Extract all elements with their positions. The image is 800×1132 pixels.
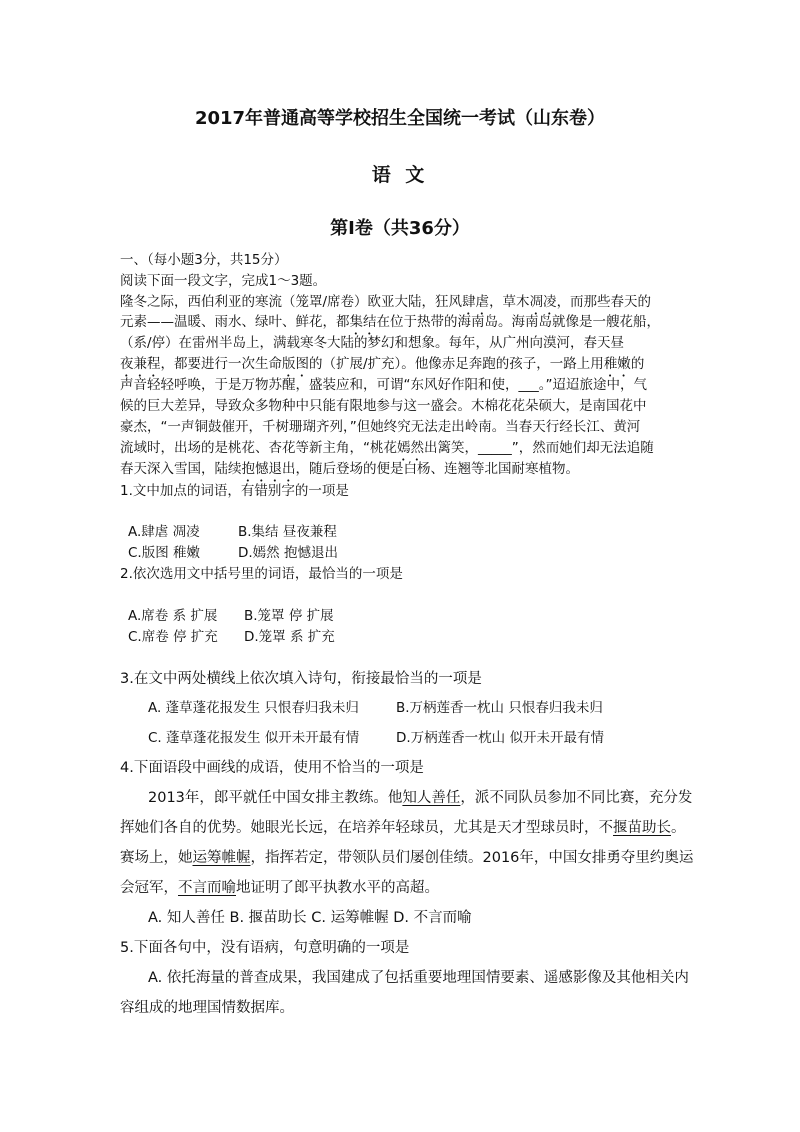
q3-option-b: B.万柄莲香一枕山 只恨春归我未归 <box>396 700 603 716</box>
q3-option-a: A. 蓬草蓬花报发生 只恨春归我未归 <box>148 700 359 716</box>
q2-option-b: B.笼罩 停 扩展 <box>244 608 334 624</box>
dotted-word: 夜兼程 <box>120 356 161 372</box>
part-title: 第Ⅰ卷（共36分） <box>330 218 470 239</box>
subject-title: 语 文 <box>371 164 429 186</box>
question-1-stem: 1.文中加点的词语，有错别字的一项是 <box>120 483 349 499</box>
question-5-stem: 5.下面各句中，没有语病，句意明确的一项是 <box>120 940 410 956</box>
question-2-stem: 2.依次选用文中括号里的词语，最恰当的一项是 <box>120 566 403 582</box>
q2-option-a: A.席卷 系 扩展 <box>128 608 218 624</box>
q1-option-d: D.嫣然 抱憾退出 <box>238 545 338 561</box>
q5-option-a-line-2: 容组成的地理国情数据库。 <box>120 1000 294 1016</box>
q4-passage-line-3: 赛场上，她运筹帷幄，指挥若定，带领队员们屡创佳绩。2016年，中国女排勇夺里约奥运 <box>120 850 694 866</box>
passage-line-1: 隆冬之际，西伯利亚的寒流（笼罩/席卷）欧亚大陆，狂风肆虐，草木凋凌，而那些春天的 <box>120 294 652 310</box>
dotted-word: 凋凌 <box>529 294 557 310</box>
underlined-idiom: 揠苗助长 <box>613 820 671 836</box>
q4-passage-line-4: 会冠军，不言而喻地证明了郎平执教水平的高超。 <box>120 880 439 896</box>
underlined-idiom: 知人善任 <box>402 790 461 806</box>
passage-line-6: 候的巨大差异，导致众多物种中只能有限地参与这一盛会。木棉花花朵硕大，是南国花中 <box>120 398 647 414</box>
passage-line-5: 声音轻轻呼唤，于是万物苏醒，盛装应和，可谓“东风好作阳和使，___。”迢迢旅途中，气 <box>120 377 647 393</box>
underlined-idiom: 不言而喻 <box>178 880 236 896</box>
q3-option-d: D.万柄莲香一枕山 似开未开最有情 <box>396 730 604 746</box>
dotted-word: 集结 <box>349 314 377 330</box>
section-instruction: 阅读下面一段文字，完成1～3题。 <box>120 273 327 289</box>
q2-option-c: C.席卷 停 扩充 <box>128 629 218 645</box>
question-3-stem: 3.在文中两处横线上依次填入诗句，衔接最恰当的一项是 <box>120 671 482 687</box>
passage-line-3: （系/停）在雷州半岛上，满载寒冬大陆的梦幻和想象。每年，从广州向漠河，春天昼 <box>120 335 625 351</box>
q1-option-b: B.集结 昼夜兼程 <box>238 524 337 540</box>
passage-line-9: 春天深入雪国，陆续抱憾退出，随后登场的便是白杨、连翘等北国耐寒植物。 <box>120 461 579 477</box>
section-heading: 一、（每小题3分，共15分） <box>120 252 288 268</box>
q5-option-a-line-1: A. 依托海量的普查成果，我国建成了包括重要地理国情要素、遥感影像及其他相关内 <box>148 970 689 986</box>
underlined-idiom: 运筹帷幄 <box>192 850 251 866</box>
q4-passage-line-1: 2013年，郎平就任中国女排主教练。他知人善任，派不同队员参加不同比赛，充分发 <box>148 790 693 806</box>
q2-option-d: D.笼罩 系 扩充 <box>244 629 335 645</box>
exam-title: 2017年普通高等学校招生全国统一考试（山东卷） <box>194 108 606 129</box>
dotted-word: 版图 <box>282 356 309 372</box>
passage-line-4: 夜兼程，都要进行一次生命版图的（扩展/扩充）。他像赤足奔跑的孩子，一路上用稚嫩的 <box>120 356 645 372</box>
dotted-word: 肆虐 <box>462 294 490 310</box>
q1-option-a: A.肆虐 凋凌 <box>128 524 200 540</box>
dotted-word: 抱憾退出 <box>241 461 296 477</box>
passage-line-2: 元素——温暖、雨水、绿叶、鲜花，都集结在位于热带的海南岛。海南岛就像是一艘花船， <box>120 314 660 330</box>
q3-option-c: C. 蓬草蓬花报发生 似开未开最有情 <box>148 730 360 746</box>
q4-passage-line-2: 挥她们各自的优势。她眼光长远，在培养年轻球员，尤其是天才型球员时，不揠苗助长。 <box>120 820 686 836</box>
question-4-stem: 4.下面语段中画线的成语，使用不恰当的一项是 <box>120 760 424 776</box>
passage-line-8: 流域时，出场的是桃花、杏花等新主角，“桃花嫣然出篱笑，_____”，然而她们却无法追随 <box>120 440 654 456</box>
passage-line-7: 豪杰，“一声铜鼓催开，千树珊瑚齐列，”但她终究无法走出岭南。当春天行经长江、黄河 <box>120 419 641 435</box>
q4-options: A. 知人善任 B. 揠苗助长 C. 运筹帷幄 D. 不言而喻 <box>148 910 472 926</box>
q1-option-c: C.版图 稚嫩 <box>128 545 201 561</box>
dotted-word: 嫣然 <box>397 440 424 456</box>
dotted-word: 稚嫩 <box>603 356 631 372</box>
